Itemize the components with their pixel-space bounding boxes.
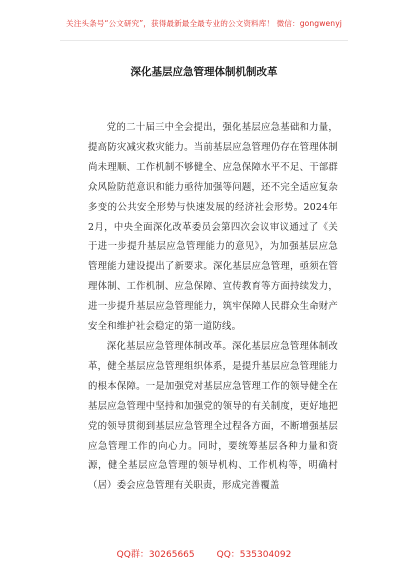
body-paragraph-1: 党的二十届三中全会提出，强化基层应急基础和力量，提高防灾减灾救灾能力。当前基层应急管理仍存在管理体制尚未理顺、工作机制不够健全、应急保障水平不足、干部群众风险防范意识和能力亟待加强等问题，还不完全适应复杂多变的公共安全形势与快速发展的经济社会形势。2024年2月，中央全面深化改革委员会第四次会议审议通过了《关于进一步提升基层应急管理能力的意见》，为加强基层应急管理能力建设提出了新要求。深化基层应急管理，亟须在管理体制、工作机制、应急保障、宣传教育等方面持续发力，进一步提升基层应急管理能力，筑牢保障人民群众生命财产安全和维护社会稳定的第一道防线。 xyxy=(88,122,338,333)
footer-qq-group: QQ群：30265665 xyxy=(116,550,195,560)
page-header: 关注头条号“公文研究”，获得最新最全最专业的公文资料库！ 微信：gongwenyj xyxy=(66,19,342,28)
page-footer xyxy=(0,547,408,560)
document-title: 深化基层应急管理体制机制改革 xyxy=(130,66,278,78)
header-divider xyxy=(60,40,348,41)
body-paragraph-2: 深化基层应急管理体制改革。深化基层应急管理体制改革，健全基层应急管理组织体系，是提升基层应急管理能力的根本保障。一是加强党对基层应急管理工作的领导健全在基层应急管理中坚持和加强党的领导的有关制度，更好地把党的领导贯彻到基层应急管理全过程各方面，不断增强基层应急管理工作的向心力。同时，要统筹基层各种力量和资源，健全基层应急管理的领导机构、工作机构等，明确村（居）委会应急管理有关职责，形成完善覆盖 xyxy=(88,340,338,492)
footer-qq: QQ：535304092 xyxy=(216,550,292,560)
document-body xyxy=(88,118,338,496)
